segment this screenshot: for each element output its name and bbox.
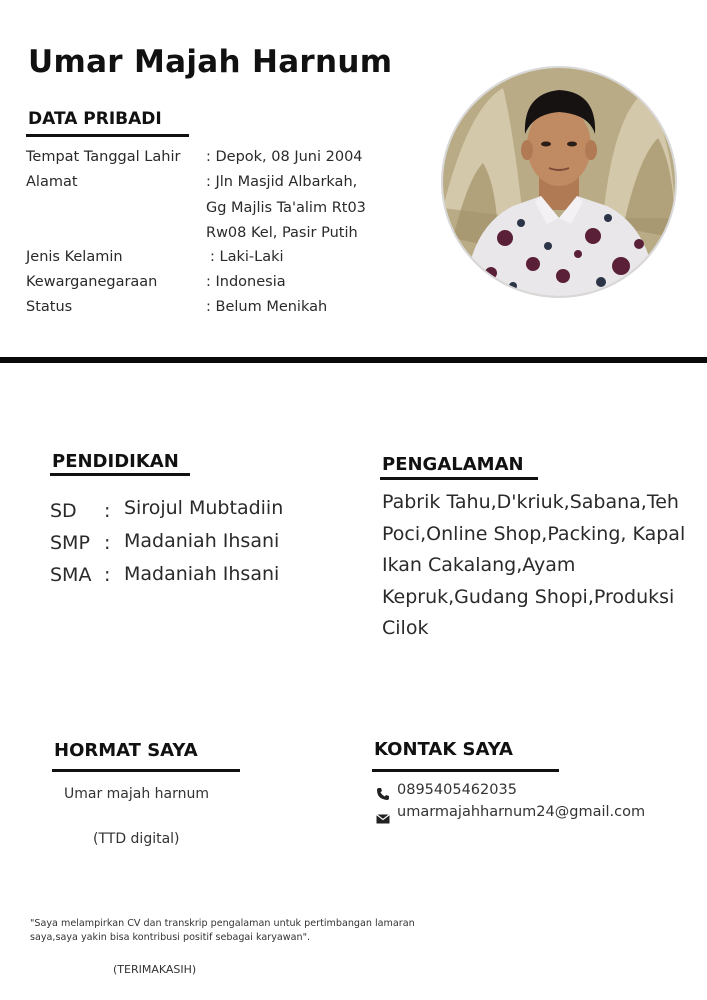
phone-icon — [376, 786, 390, 800]
address-label: Alamat — [26, 174, 78, 190]
education-separator: : — [104, 564, 111, 586]
birth-value: : Depok, 08 Juni 2004 — [206, 149, 363, 165]
thank-you-text: (TERIMAKASIH) — [113, 963, 197, 976]
education-school: Sirojul Mubtadiin — [124, 497, 284, 519]
pendidikan-underline — [50, 473, 190, 476]
status-value: : Belum Menikah — [206, 299, 328, 315]
citizenship-value: : Indonesia — [206, 274, 286, 290]
address-line-2: Gg Majlis Ta'alim Rt03 — [206, 200, 366, 216]
address-line-1: : Jln Masjid Albarkah, — [206, 174, 358, 190]
experience-list: Pabrik Tahu,D'kriuk,Sabana,Teh Poci,Online Shop,Packing, Kapal Ikan Cakalang,Ayam Kepruk,Gudang Shopi,Produksi Cilok — [382, 491, 686, 639]
phone-number: 0895405462035 — [397, 782, 517, 798]
citizenship-label: Kewarganegaraan — [26, 274, 158, 290]
pengalaman-heading: PENGALAMAN — [382, 454, 524, 475]
gender-label: Jenis Kelamin — [26, 249, 123, 265]
gender-value: : Laki-Laki — [210, 249, 284, 265]
data-pribadi-underline — [26, 134, 189, 137]
birth-label: Tempat Tanggal Lahir — [26, 149, 181, 165]
email-address: umarmajahharnum24@gmail.com — [397, 804, 646, 820]
hormat-saya-underline — [52, 769, 240, 772]
education-separator: : — [104, 500, 111, 522]
education-level: SD — [50, 500, 77, 522]
section-divider — [0, 357, 707, 363]
page-title: Umar Majah Harnum — [28, 44, 393, 80]
kontak-saya-heading: KONTAK SAYA — [374, 739, 513, 760]
address-line-3: Rw08 Kel, Pasir Putih — [206, 225, 358, 241]
education-level: SMA — [50, 564, 92, 586]
digital-signature: (TTD digital) — [93, 831, 180, 847]
closing-note: "Saya melampirkan CV dan transkrip pengalaman untuk pertimbangan lamaran saya,saya yakin bisa kontribusi positif sebagai karyawan". — [30, 918, 415, 943]
data-pribadi-heading: DATA PRIBADI — [28, 109, 162, 129]
kontak-saya-underline — [372, 769, 559, 772]
education-separator: : — [104, 532, 111, 554]
pengalaman-underline — [380, 477, 538, 480]
signer-name: Umar majah harnum — [64, 786, 210, 802]
pendidikan-heading: PENDIDIKAN — [52, 451, 179, 472]
mail-icon — [376, 810, 390, 822]
education-school: Madaniah Ihsani — [124, 530, 280, 552]
education-school: Madaniah Ihsani — [124, 563, 280, 585]
education-level: SMP — [50, 532, 90, 554]
hormat-saya-heading: HORMAT SAYA — [54, 740, 198, 761]
status-label: Status — [26, 299, 73, 315]
profile-photo — [443, 68, 675, 296]
